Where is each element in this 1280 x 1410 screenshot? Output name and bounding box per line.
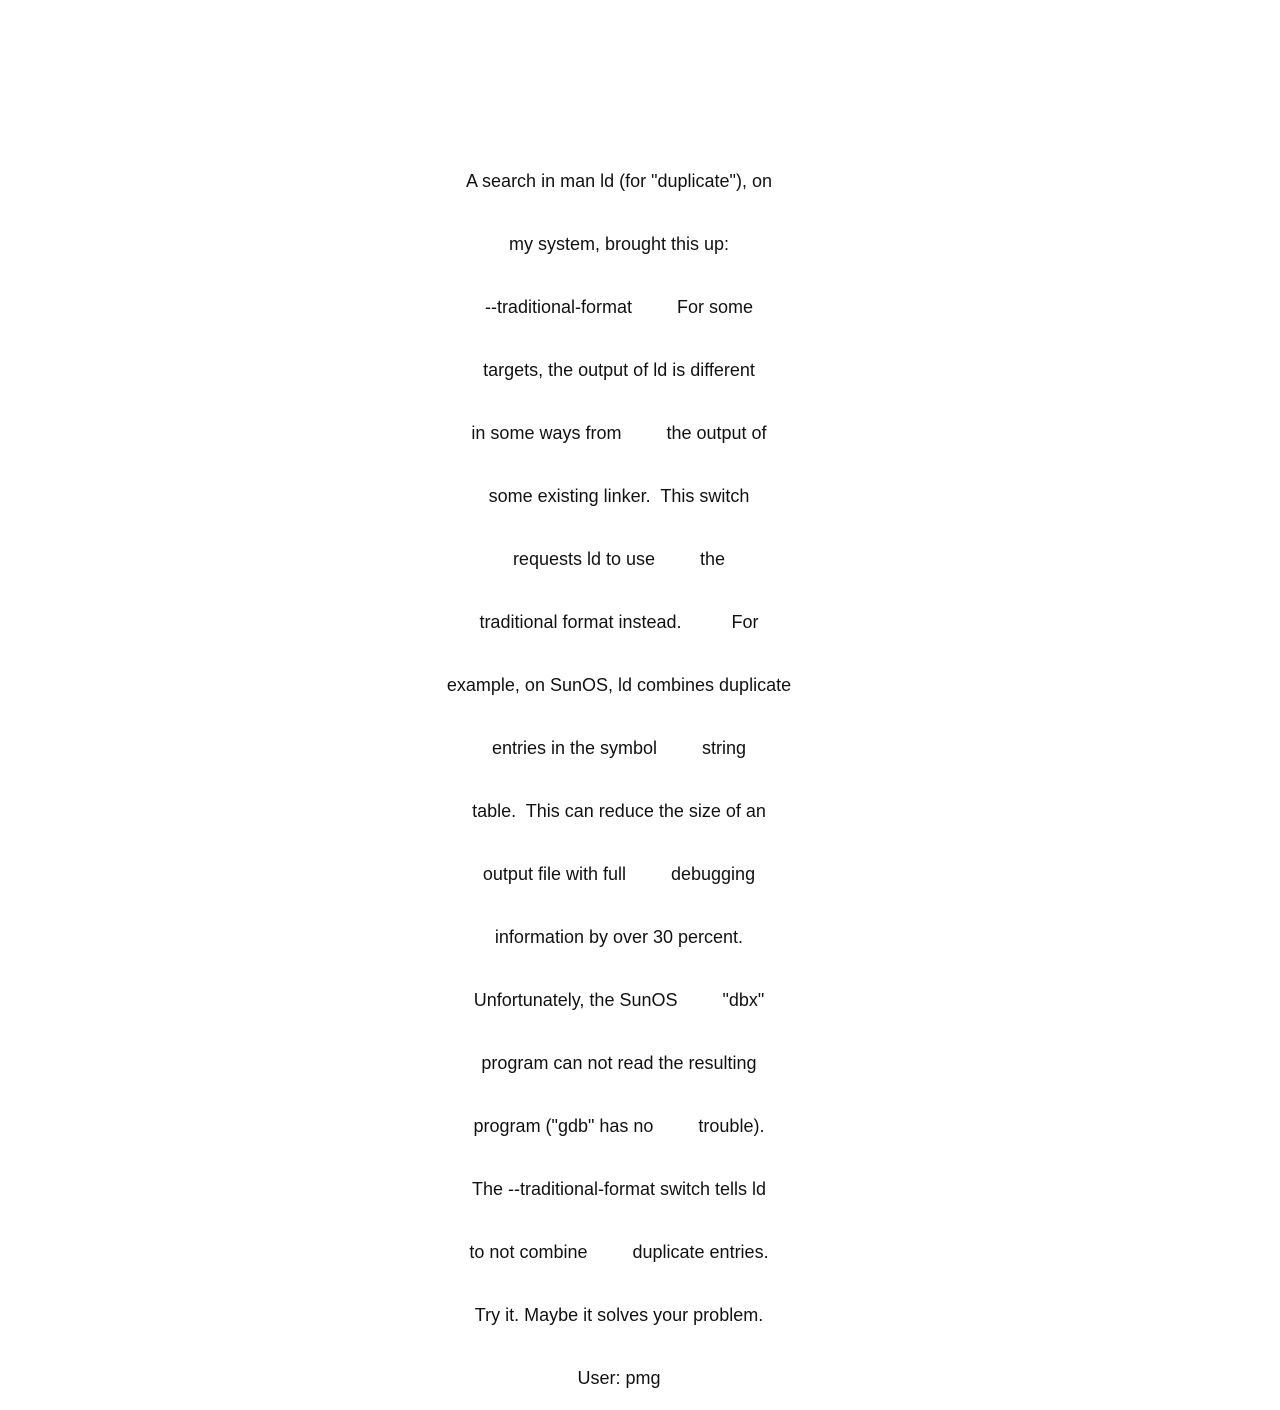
post-author: User: pmg	[577, 1368, 661, 1388]
post-line-19: Try it. Maybe it solves your problem.	[474, 1305, 764, 1325]
post-line-5: in some ways from the output of	[471, 423, 767, 443]
post-line-12: output file with full debugging	[482, 864, 756, 884]
post-line-10: entries in the symbol string	[491, 738, 747, 758]
post-line-3: --traditional-format For some	[484, 297, 754, 317]
post-line-2: my system, brought this up:	[508, 234, 730, 254]
post-line-18: to not combine duplicate entries.	[469, 1242, 769, 1262]
post-line-14: Unfortunately, the SunOS "dbx"	[473, 990, 765, 1010]
post-line-11: table. This can reduce the size of an	[472, 801, 766, 821]
post-line-15: program can not read the resulting	[481, 1053, 757, 1073]
post-line-13: information by over 30 percent.	[494, 927, 744, 947]
post-line-4: targets, the output of ld is different	[483, 360, 755, 380]
post-body	[439, 129, 799, 1410]
post-line-17: The --traditional-format switch tells ld	[471, 1179, 767, 1199]
post-line-8: traditional format instead. For	[479, 612, 759, 632]
post-line-6: some existing linker. This switch	[488, 486, 750, 506]
post-line-7: requests ld to use the	[512, 549, 726, 569]
post-line-16: program ("gdb" has no trouble).	[473, 1116, 765, 1136]
post-line-1: A search in man ld (for "duplicate"), on	[466, 171, 772, 191]
post-line-9: example, on SunOS, ld combines duplicate	[446, 675, 792, 695]
